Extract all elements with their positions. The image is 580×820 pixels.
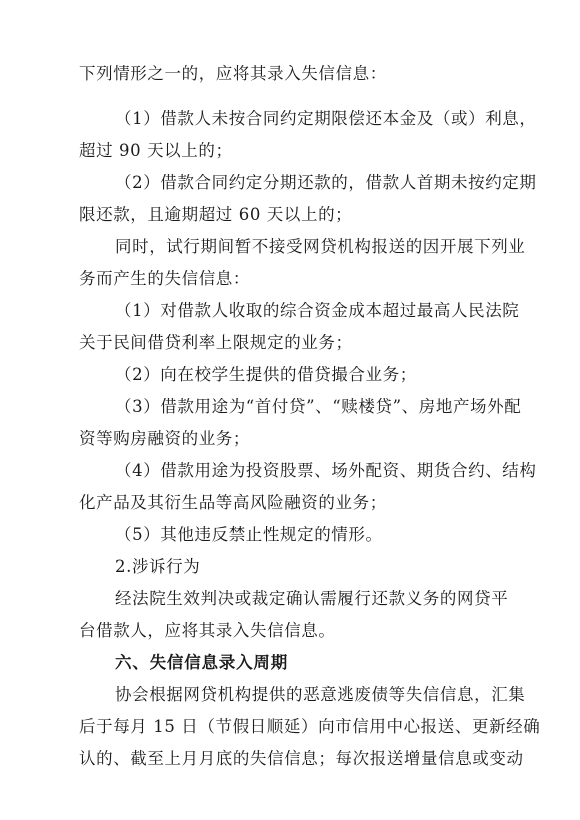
- section-subheading: 2.涉诉行为: [115, 557, 201, 576]
- section-heading: 六、失信信息录入周期: [115, 653, 288, 672]
- body-line: 台借款人，应将其录入失信信息。: [79, 621, 336, 640]
- body-line: 限还款，且逾期超过 60 天以上的；: [79, 205, 353, 224]
- body-line: 认的、截至上月月底的失信信息；每次报送增量信息或变动: [79, 749, 524, 768]
- body-line: （4）借款用途为投资股票、场外配资、期货合约、结构: [115, 461, 537, 480]
- body-line: （5）其他违反禁止性规定的情形。: [115, 525, 383, 544]
- body-line: （3）借款用途为“首付贷”、“赎楼贷”、房地产场外配: [115, 397, 522, 416]
- body-line: （2）向在校学生提供的借贷撮合业务；: [115, 365, 417, 384]
- body-line: 务而产生的失信信息：: [79, 269, 250, 288]
- body-line: 同时，试行期间暂不接受网贷机构报送的因开展下列业: [115, 237, 526, 256]
- body-line: （1）借款人未按合同约定期限偿还本金及（或）利息，: [115, 109, 537, 128]
- body-line: 资等购房融资的业务；: [79, 429, 250, 448]
- body-line: 协会根据网贷机构提供的恶意逃废债等失信信息，汇集: [115, 685, 526, 704]
- body-line: 超过 90 天以上的；: [79, 141, 233, 160]
- body-line: （2）借款合同约定分期还款的，借款人首期未按约定期: [115, 173, 537, 192]
- body-line: 下列情形之一的，应将其录入失信信息：: [79, 64, 387, 83]
- body-line: 后于每月 15 日（节假日顺延）向市信用中心报送、更新经确: [79, 717, 541, 736]
- body-line: 化产品及其衍生品等高风险融资的业务；: [79, 493, 387, 512]
- body-line: 经法院生效判决或裁定确认需履行还款义务的网贷平: [115, 589, 509, 608]
- body-line: （1）对借款人收取的综合资金成本超过最高人民法院: [115, 301, 520, 320]
- body-line: 关于民间借贷利率上限规定的业务；: [79, 333, 353, 352]
